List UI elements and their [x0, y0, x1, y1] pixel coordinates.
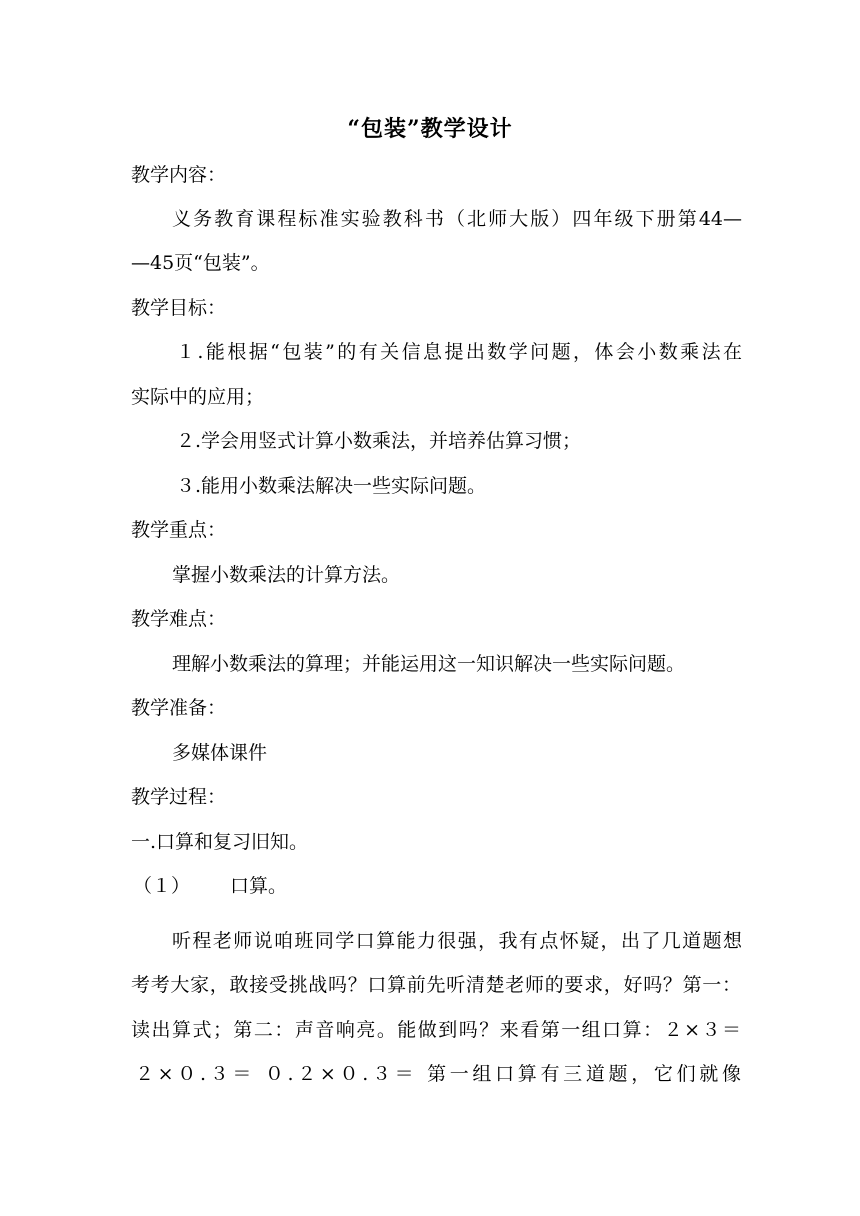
goal-1-line-1: １.能根据“包装”的有关信息提出数学问题，体会小数乘法在	[176, 341, 742, 363]
key-text: 掌握小数乘法的计算方法。	[172, 564, 401, 586]
goal-3: ３.能用小数乘法解决一些实际问题。	[176, 475, 487, 497]
paragraph-line-2: 考考大家，敢接受挑战吗？口算前先听清楚老师的要求，好吗？第一：	[131, 974, 741, 996]
difficulty-heading: 教学难点：	[131, 608, 227, 630]
step-1-sub-number: （１）	[133, 875, 191, 897]
goals-heading: 教学目标：	[131, 297, 227, 319]
content-line-1: 义务教育课程标准实验教科书（北师大版）四年级下册第44—	[172, 208, 742, 230]
paragraph-line-4-expr-b: ０.２×０.３＝	[264, 1063, 418, 1085]
paragraph-line-3: 读出算式；第二：声音响亮。能做到吗？来看第一组口算：２×３＝	[131, 1019, 741, 1041]
prep-heading: 教学准备：	[131, 697, 227, 719]
step-1-sub-text: 口算。	[230, 875, 288, 897]
paragraph-line-1: 听程老师说咱班同学口算能力很强，我有点怀疑，出了几道题想	[172, 930, 742, 952]
goal-1-line-2: 实际中的应用；	[131, 386, 265, 408]
difficulty-text: 理解小数乘法的算理；并能运用这一知识解决一些实际问题。	[172, 653, 686, 675]
paragraph-line-4	[135, 1062, 741, 1086]
goal-2: ２.学会用竖式计算小数乘法，并培养估算习惯；	[176, 430, 582, 452]
document-title: “包装”教学设计	[347, 116, 513, 142]
content-line-2: —45页“包装”。	[131, 252, 270, 274]
content-heading: 教学内容：	[131, 164, 227, 186]
step-1-heading: 一.口算和复习旧知。	[131, 831, 309, 853]
paragraph-line-4-expr-a: ２×０.３＝	[135, 1063, 256, 1085]
process-heading: 教学过程：	[131, 786, 227, 808]
key-heading: 教学重点：	[131, 519, 227, 541]
prep-text: 多媒体课件	[172, 742, 268, 764]
paragraph-line-4-text: 第一组口算有三道题，它们就像	[427, 1063, 741, 1085]
step-1-sub	[133, 874, 743, 898]
